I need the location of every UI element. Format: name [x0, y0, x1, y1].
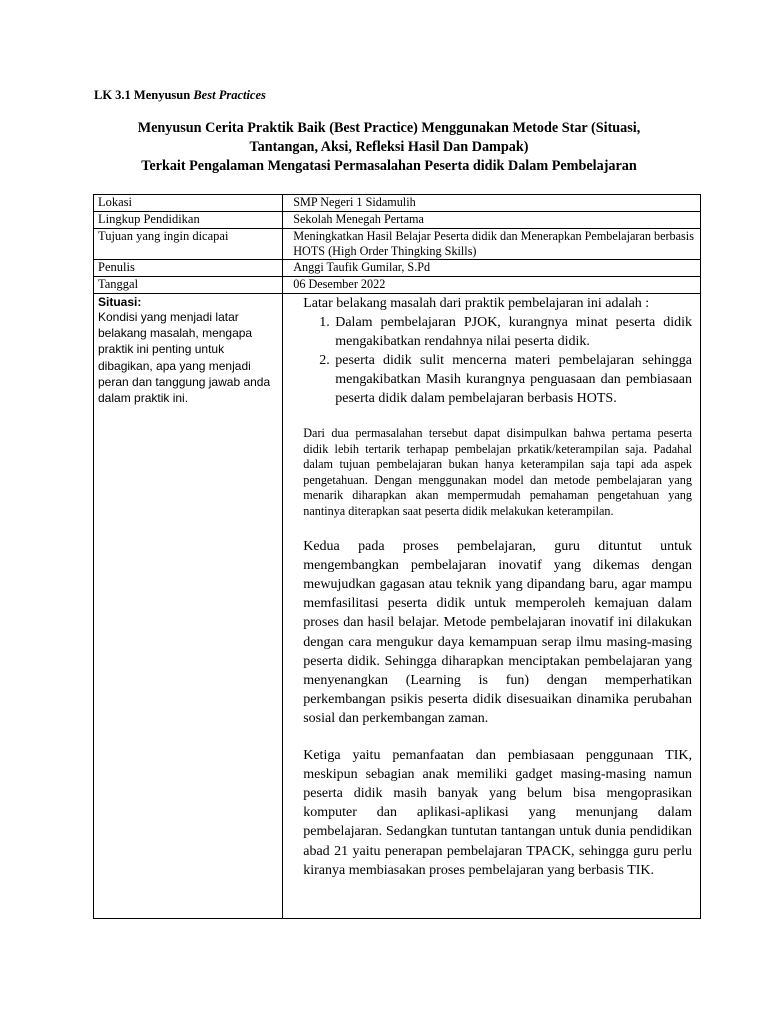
worksheet-heading — [94, 88, 266, 103]
worksheet-heading-italic: Best Practices — [193, 88, 266, 102]
situasi-description: Kondisi yang menjadi latar belakang masalah, mengapa praktik ini penting untuk dibagikan, apa yang menjadi peran dan tanggung jawab anda dalam praktik ini. — [98, 310, 271, 406]
best-practice-table — [93, 194, 701, 919]
list-item: 1. Dalam pembelajaran PJOK, kurangnya minat peserta didik mengakibatkan rendahnya nilai peserta didik. — [333, 313, 692, 351]
situasi-label-cell — [94, 294, 283, 919]
paragraph-kedua: Kedua pada proses pembelajaran, guru dituntut untuk mengembangkan pembelajaran inovatif yang dikemas dengan mewujudkan gagasan atau teknik yang dipandang baru, agar mampu memfasilitasi peserta didik untuk memperoleh kemajuan dalam proses dan hasil belajar. Metode pembelajaran inovatif ini dilakukan dengan cara mengukur daya kemampuan serap ilmu masing-masing peserta didik. Sehingga diharapkan menciptakan pembelajaran yang menyenangkan (Learning is fun) dengan memperhatikan perkembangan psikis peserta didik disesuaikan dinamika perubahan sosial dan perkembangan zaman. — [303, 538, 692, 727]
row-value: 06 Desember 2022 — [283, 277, 701, 294]
row-label: Tujuan yang ingin dicapai — [94, 229, 283, 260]
row-label: Lokasi — [94, 195, 283, 212]
table-row-lokasi — [94, 195, 701, 212]
row-value: Sekolah Menegah Pertama — [283, 212, 701, 229]
row-value: Anggi Taufik Gumilar, S.Pd — [283, 260, 701, 277]
table-row-lingkup — [94, 212, 701, 229]
list-item: 2. peserta didik sulit mencerna materi pembelajaran sehingga mengakibatkan Masih kurangnya penguasaan dan pembiasaan peserta didik dalam pembelajaran berbasis HOTS. — [333, 351, 692, 408]
worksheet-heading-prefix: LK 3.1 Menyusun — [94, 88, 191, 102]
title-line-2: Tantangan, Aksi, Refleksi Hasil Dan Dampak) — [249, 139, 529, 155]
paragraph-ketiga: Ketiga yaitu pemanfaatan dan pembiasaan penggunaan TIK, meskipun sebagian anak memiliki gadget masing-masing namun peserta didik masih banyak yang belum bisa mengoprasikan komputer dan aplikasi-aplikasi yang menunjang dalam pembelajaran. Sedangkan tuntutan tantangan untuk dunia pendidikan abad 21 yaitu penerapan pembelajaran TPACK, sehingga guru perlu kiranya membiasakan proses pembelajaran yang berbasis TIK. — [303, 747, 692, 878]
document-title — [80, 119, 698, 176]
situasi-heading: Situasi: — [98, 295, 142, 309]
row-label: Lingkup Pendidikan — [94, 212, 283, 229]
row-value: SMP Negeri 1 Sidamulih — [283, 195, 701, 212]
title-line-1: Menyusun Cerita Praktik Baik (Best Practice) Menggunakan Metode Star (Situasi, — [137, 120, 641, 136]
row-label: Tanggal — [94, 277, 283, 294]
table-row-tanggal — [94, 277, 701, 294]
title-line-3: Terkait Pengalaman Mengatasi Permasalahan Peserta didik Dalam Pembelajaran — [141, 158, 637, 174]
row-value: Meningkatkan Hasil Belajar Peserta didik dan Menerapkan Pembelajaran berbasis HOTS (High Order Thingking Skills) — [283, 229, 701, 260]
paragraph-conclusion: Dari dua permasalahan tersebut dapat disimpulkan bahwa pertama peserta didik lebih tertarik terhapap pembelajan prkatik/keterampilan saja. Padahal dalam tujuan pembelajaran bukan hanya keterampilan saja tapi ada aspek pengetahuan. Dengan menggunakan model dan metode pembelajaran yang menarik diharapkan akan mempermudah pemahaman pengetahuan yang nantinya diterapkan saat peserta didik melakukan keterampilan. — [303, 426, 692, 518]
situasi-content-cell — [283, 294, 701, 919]
table-row-situasi — [94, 294, 701, 919]
table-row-tujuan — [94, 229, 701, 260]
row-label: Penulis — [94, 260, 283, 277]
issues-list — [303, 313, 692, 408]
table-row-penulis — [94, 260, 701, 277]
situasi-intro: Latar belakang masalah dari praktik pembelajaran ini adalah : — [303, 296, 650, 311]
